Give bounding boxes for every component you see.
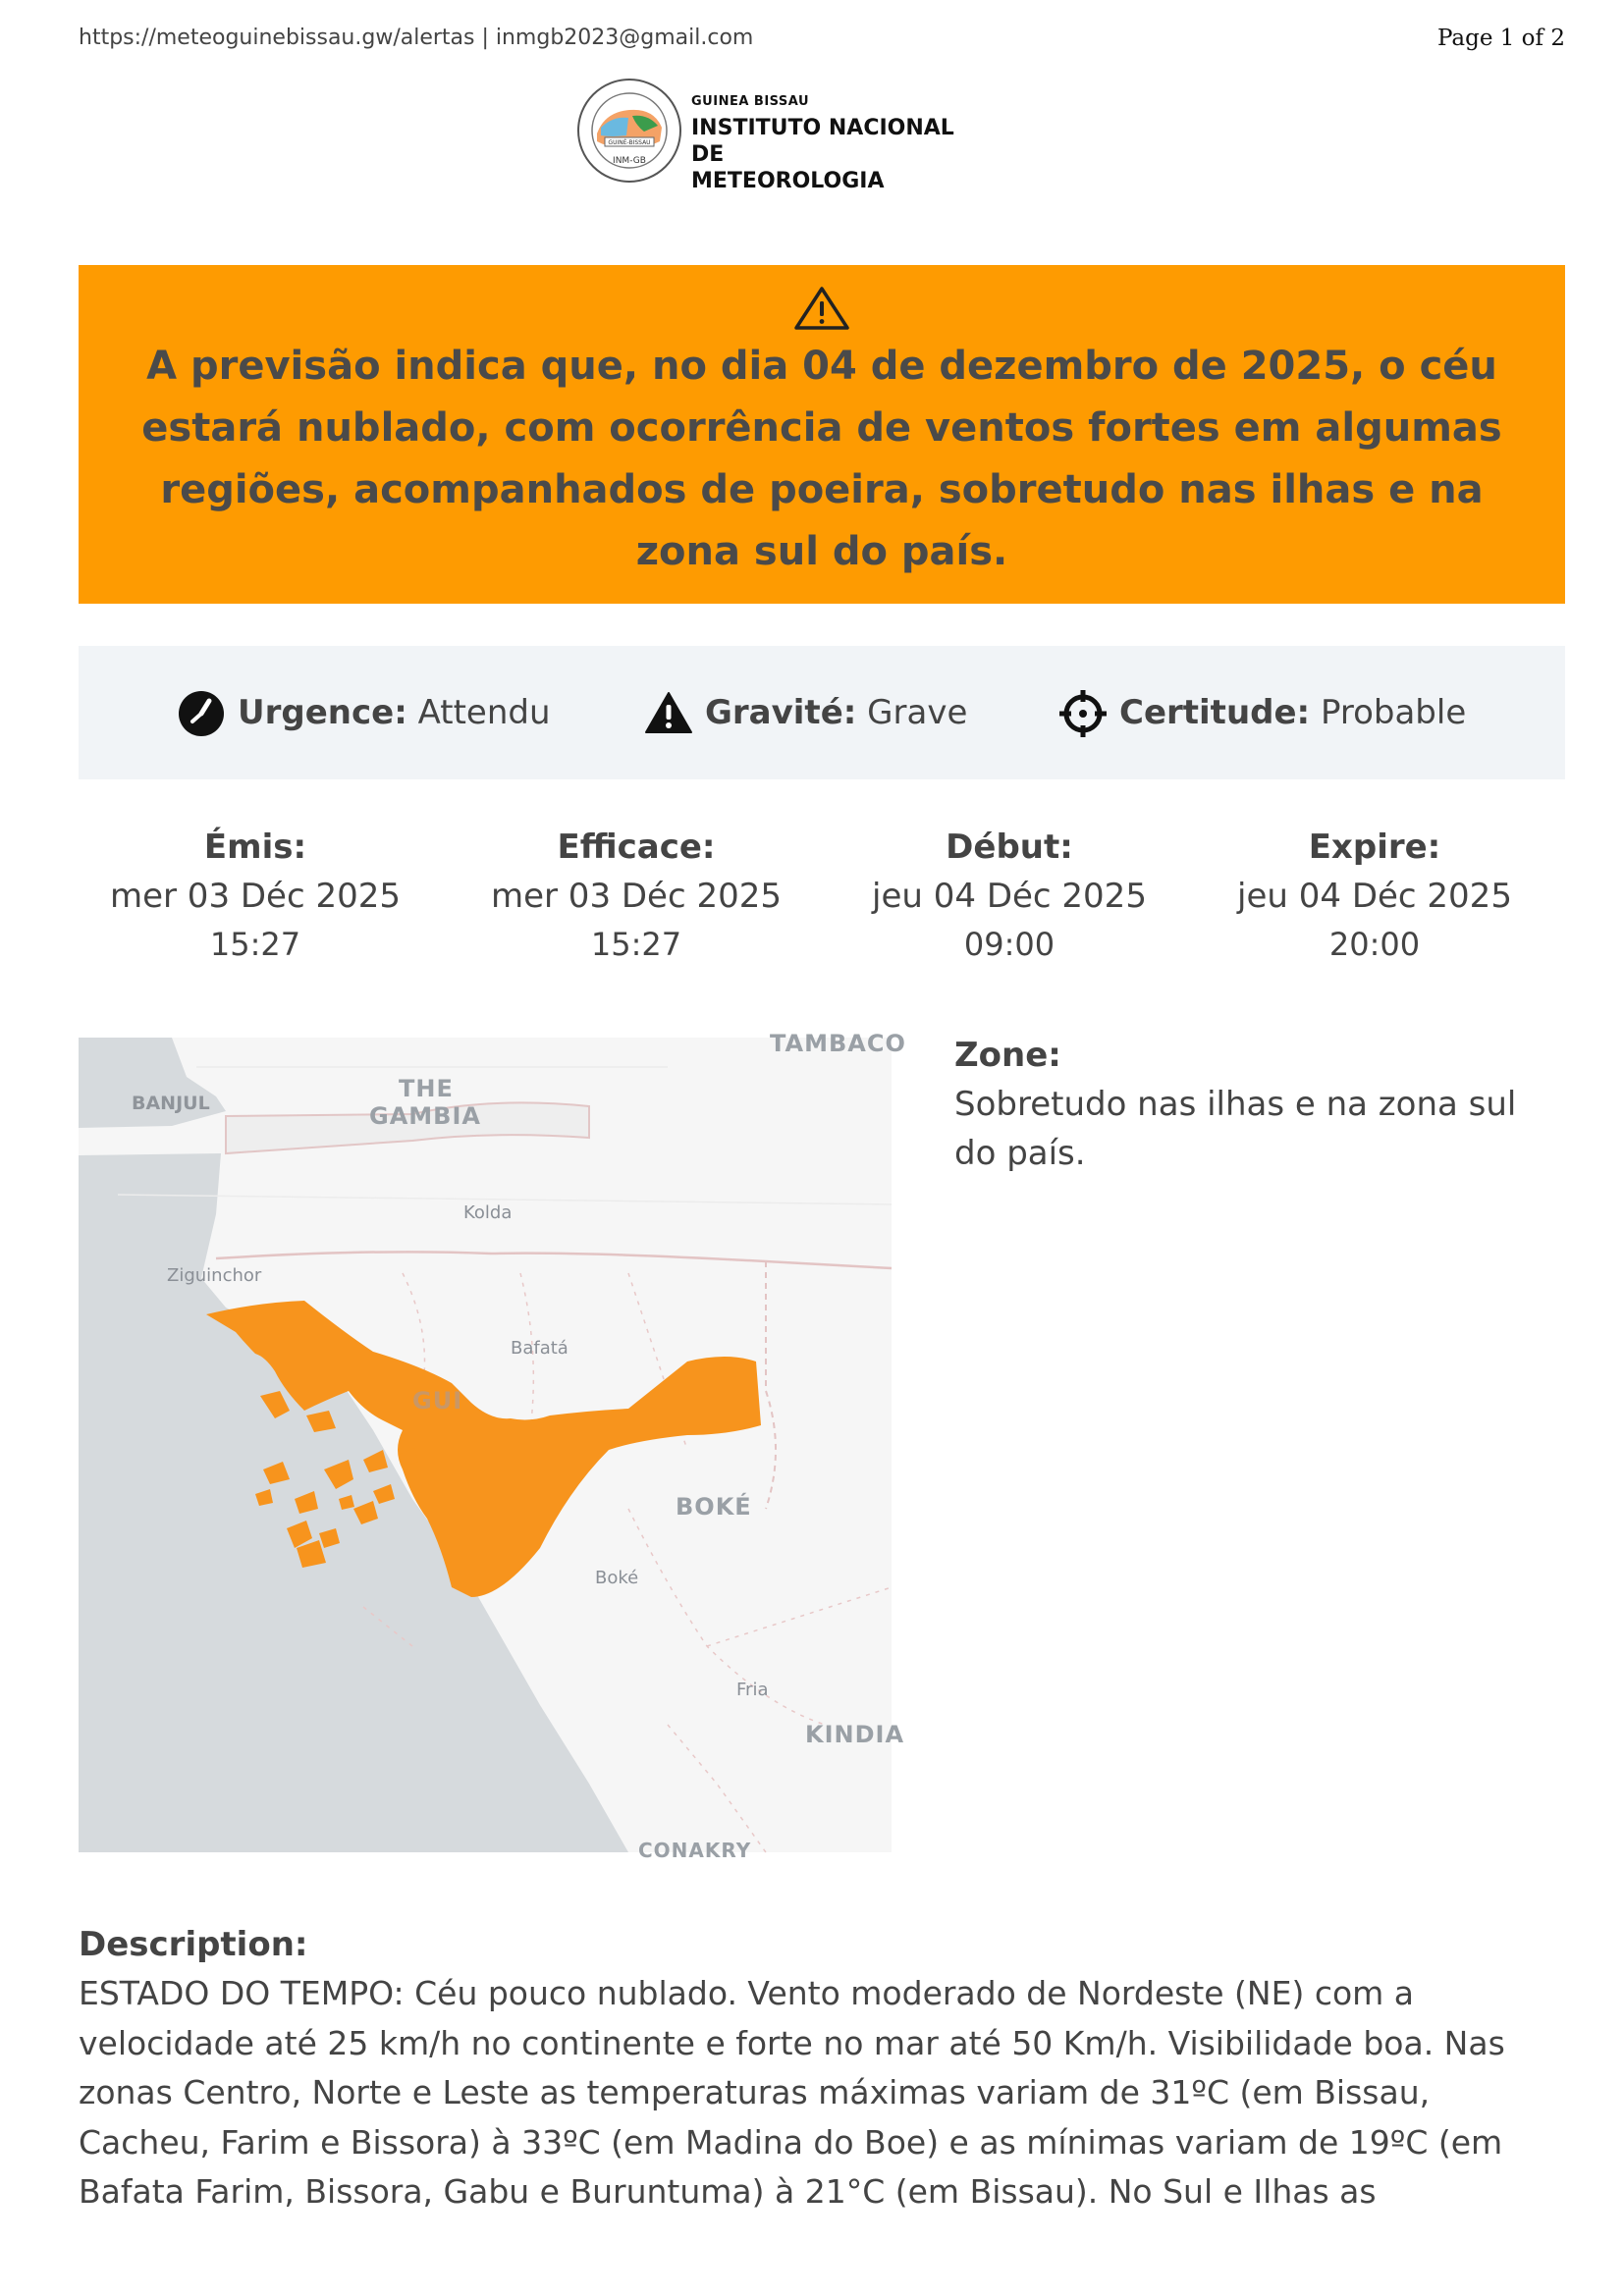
map-label-gambia-1: THE	[399, 1075, 454, 1102]
map-canvas	[79, 1038, 892, 1852]
map-label-kindia: KINDIA	[805, 1721, 905, 1748]
certainty-label: Certitude:	[1119, 693, 1311, 732]
description-label: Description:	[79, 1925, 308, 1964]
source-url-contact: https://meteoguinebissau.gw/alertas | inmgb2023@gmail.com	[79, 26, 754, 50]
map-label-banjul: BANJUL	[132, 1093, 210, 1114]
alert-parameters	[79, 646, 1565, 779]
logo-line-1: INSTITUTO NACIONAL DE	[691, 116, 954, 167]
expiry-label: Expire:	[1308, 828, 1441, 867]
alert-headline: A previsão indica que, no dia 04 de dezembro de 2025, o céu estará nublado, com ocorrência de ventos fortes em algumas regiões, acompanhados de poeira, sobretudo nas ilhas e na zona sul do país.	[141, 344, 1502, 574]
inm-seal-icon	[575, 77, 683, 185]
certainty-value: Probable	[1320, 693, 1467, 732]
expiry-day: jeu 04 Déc 2025	[1237, 877, 1512, 916]
alert-dates	[79, 823, 1565, 970]
page-indicator: Page 1 of 2	[1436, 26, 1565, 51]
logo-country: GUINEA BISSAU	[691, 94, 810, 109]
urgency-label: Urgence:	[238, 693, 407, 732]
logo-text	[691, 94, 988, 194]
onset-date	[823, 823, 1196, 968]
effective-date	[450, 823, 823, 968]
alert-banner	[79, 265, 1565, 604]
issued-label: Émis:	[203, 828, 307, 867]
map-label-tambacounda: TAMBACO	[770, 1030, 906, 1057]
map-label-boke-region: BOKÉ	[676, 1493, 752, 1521]
expiry-date	[1188, 823, 1561, 968]
onset-label: Début:	[946, 828, 1073, 867]
map-label-conakry: CONAKRY	[638, 1839, 752, 1862]
issued-date	[69, 823, 442, 968]
urgency-value: Attendu	[417, 693, 551, 732]
onset-day: jeu 04 Déc 2025	[872, 877, 1147, 916]
crosshair-icon	[1058, 689, 1108, 738]
svg-text:INM-GB: INM-GB	[613, 156, 646, 166]
map-label-ziguinchor: Ziguinchor	[167, 1265, 262, 1286]
institute-logo	[575, 77, 988, 193]
map-label-guinea-bissau: GUI	[412, 1387, 463, 1415]
expiry-time: 20:00	[1328, 926, 1421, 963]
map-label-gambia-2: GAMBIA	[369, 1102, 481, 1130]
map-label-boke-city: Boké	[595, 1568, 639, 1588]
issued-day: mer 03 Déc 2025	[109, 877, 402, 916]
warning-triangle-icon	[793, 285, 850, 332]
logo-line-2: METEOROLOGIA	[691, 169, 885, 193]
issued-time: 15:27	[209, 926, 301, 963]
alert-area-map	[79, 1030, 906, 1862]
description-text: ESTADO DO TEMPO: Céu pouco nublado. Vento moderado de Nordeste (NE) com a velocidade até 25 km/h no continente e forte no mar até 50 Km/h. Visibilidade boa. Nas zonas Centro, Norte e Leste as temperaturas máximas variam de 31ºC (em Bissau, Cacheu, Farim e Bissora) à 33ºC (em Madina do Boe) e as mínimas variam de 19ºC (em Bafata Farim, Bissora, Gabu e Buruntuma) à 21°C (em Bissau). No Sul e Ilhas as	[79, 1974, 1505, 2211]
zone-label: Zone:	[954, 1036, 1061, 1075]
severity-value: Grave	[867, 693, 968, 732]
map-label-fria: Fria	[736, 1680, 769, 1700]
description-section	[79, 1920, 1565, 2217]
svg-text:GUINÉ-BISSAU: GUINÉ-BISSAU	[608, 139, 651, 146]
map-label-bafata: Bafatá	[511, 1338, 568, 1359]
zone-section	[954, 1031, 1565, 1178]
effective-day: mer 03 Déc 2025	[490, 877, 783, 916]
onset-time: 09:00	[963, 926, 1056, 963]
clock-icon	[177, 689, 226, 738]
page-header	[79, 24, 1565, 55]
map-label-kolda: Kolda	[463, 1202, 513, 1223]
effective-time: 15:27	[590, 926, 682, 963]
effective-label: Efficace:	[557, 828, 716, 867]
severity-label: Gravité:	[705, 693, 857, 732]
zone-value: Sobretudo nas ilhas e na zona sul do país.	[954, 1085, 1517, 1173]
alert-triangle-icon	[644, 689, 693, 738]
